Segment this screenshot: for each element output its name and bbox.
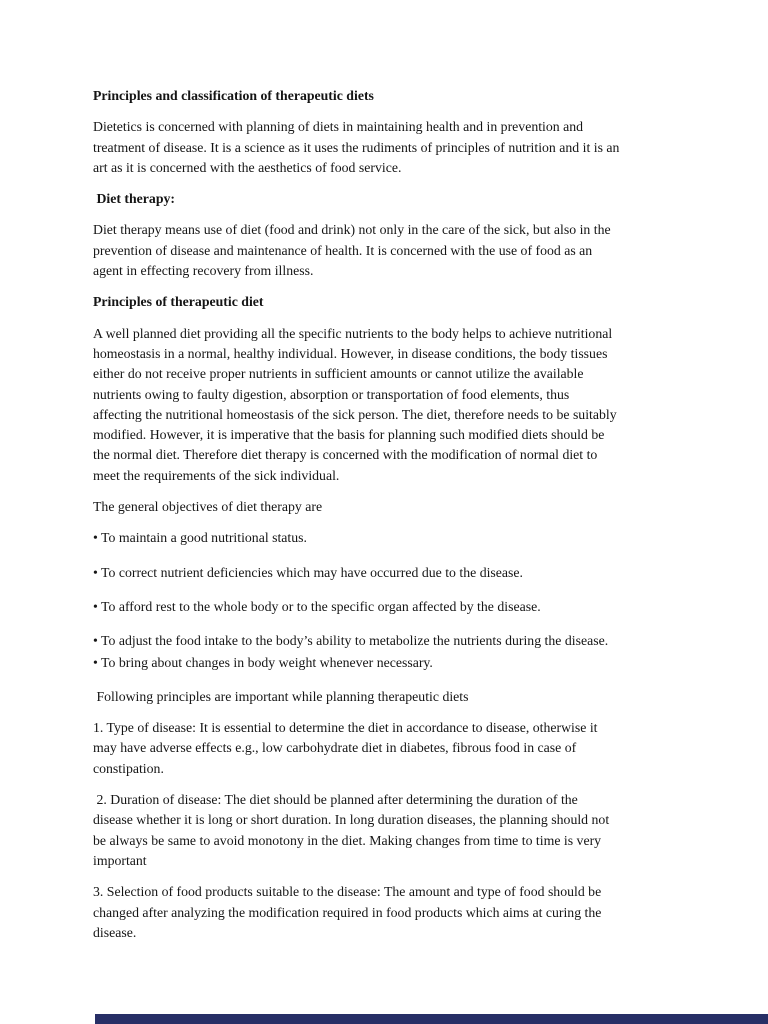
paragraph-principle-2-duration-of-disease: 2. Duration of disease: The diet should be planned after determining the duration of the disease whether it is long or short duration. In long duration diseases, the planning should not be always be same to avoid monotony in the diet. Making changes from time to time is very important <box>93 792 613 868</box>
paragraph-principles-body: A well planned diet providing all the specific nutrients to the body helps to achieve nutritional homeostasis in a normal, healthy individual. However, in disease conditions, the body tissues either do not receive proper nutrients in sufficient amounts or cannot utilize the available nutrients owing to faulty digestion, absorption or transportation of food elements, thus affecting the nutritional homeostasis of the sick person. The diet, therefore needs to be suitably modified. However, it is imperative that the basis for planning such modified diets should be the normal diet. Therefore diet therapy is concerned with the modification of normal diet to meet the requirements of the sick individual. <box>93 325 621 483</box>
paragraph-diet-therapy: Diet therapy means use of diet (food and drink) not only in the care of the sick, but also in the prevention of disease and maintenance of health. It is concerned with the use of food as an agent in effecting recovery from illness. <box>93 222 615 279</box>
doc-title: Principles and classification of therapeutic diets <box>93 88 374 103</box>
heading-diet-therapy: Diet therapy: <box>93 191 175 207</box>
heading-principles-of-therapeutic-diet: Principles of therapeutic diet <box>93 294 264 310</box>
bullet-item-body-weight-changes: • To bring about changes in body weight whenever necessary. <box>93 654 433 670</box>
paragraph-following-principles: Following principles are important while planning therapeutic diets <box>93 688 469 704</box>
bottom-dark-bar <box>95 1014 768 1024</box>
bullet-item-adjust-food-intake: • To adjust the food intake to the body’s ability to metabolize the nutrients during the disease. <box>93 633 609 649</box>
bullet-item-correct-deficiencies: • To correct nutrient deficiencies which may have occurred due to the disease. <box>93 564 523 580</box>
paragraph-principle-3-selection-of-food: 3. Selection of food products suitable to the disease: The amount and type of food should be changed after analyzing the modification required in food products which aims at curing the disease. <box>93 884 605 940</box>
paragraph-principle-1-type-of-disease: 1. Type of disease: It is essential to determine the diet in accordance to disease, otherwise it may have adverse effects e.g., low carbohydrate diet in diabetes, fibrous food in case of constipation. <box>93 720 601 776</box>
paragraph-dietetics-intro: Dietetics is concerned with planning of diets in maintaining health and in prevention and treatment of disease. It is a science as it uses the rudiments of principles of nutrition and it is an art as it is concerned with the aesthetics of food service. <box>93 119 623 175</box>
paragraph-objectives-intro: The general objectives of diet therapy are <box>93 499 323 515</box>
bullet-item-afford-rest: • To afford rest to the whole body or to the specific organ affected by the disease. <box>93 598 541 614</box>
bullet-item-nutritional-status: • To maintain a good nutritional status. <box>93 530 307 546</box>
